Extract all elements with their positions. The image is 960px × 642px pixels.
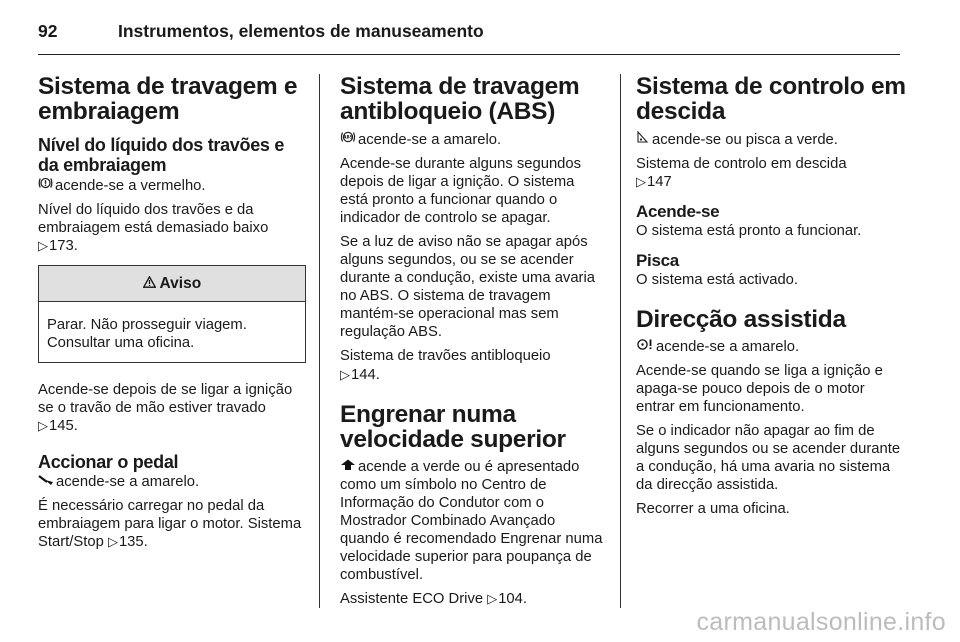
eco-drive-text: Assistente ECO Drive ▷104. [340,590,528,607]
fluid-level-text: Nível do líquido dos travões e da embraiagem está demasiado baixo ▷173. [38,201,269,254]
warning-triangle-icon [143,275,160,292]
column-3 [636,74,906,518]
column-1 [38,74,306,551]
page-number: 92 [38,21,58,41]
svg-text:ABS: ABS [343,134,353,140]
abs-icon [340,130,356,148]
hill-descent-text: Sistema de controlo em descida ▷147 [636,156,847,191]
reference-arrow-icon: ▷ [487,590,498,606]
power-steering-text-1: Acende-se quando se liga a ignição e apaga-se pouco depois de o motor entrar em funcionamento. [636,362,883,415]
power-steering-icon [636,338,654,355]
abs-text-3: Sistema de travões antibloqueio ▷144. [340,348,551,383]
ref-link[interactable]: 145. [49,417,78,434]
power-steering-text-3: Recorrer a uma oficina. [636,500,790,517]
page-title: Instrumentos, elementos de manuseamento [118,21,484,41]
upshift-icon [340,458,356,475]
abs-text-2: Se a luz de aviso não se apagar após alguns segundos, ou se se acender durante a condução, existe uma avaria no ABS. O sistema de travagem mantém-se operacional mas sem regulação ABS. [340,234,595,341]
lights-up-text: O sistema está pronto a funcionar. [636,222,862,239]
subsection-title-lights-up: Acende-se [636,202,720,222]
ref-link[interactable]: 173. [49,237,78,254]
subsection-title-flashes: Pisca [636,250,679,270]
warning-body: Parar. Não prosseguir viagem. Consultar uma oficina. [47,316,247,351]
section-title-hill-descent: Sistema de controlo em descida [636,73,906,125]
upshift-indicator-text: acende a verde ou é apresentado como um símbolo no Centro de Informação do Condutor com o Mostrador Combinado Avançado quando é recomendado Engrenar numa velocidade superior para poupança de combustível. [340,458,603,583]
subsection-title-fluid-level: Nível do líquido dos travões e da embraiagem [38,134,285,175]
reference-arrow-icon: ▷ [38,237,48,253]
page-header [38,16,900,55]
warning-box [38,265,306,363]
subsection-title-clutch-pedal: Accionar o pedal [38,451,179,472]
reference-arrow-icon: ▷ [340,366,350,382]
ref-link[interactable]: 144. [351,366,380,383]
reference-arrow-icon: ▷ [107,533,118,549]
section-title-upshift: Engrenar numa velocidade superior [340,400,566,453]
section-title-power-steering: Direcção assistida [636,305,846,333]
column-divider [319,74,320,608]
ref-link[interactable]: 147 [647,174,672,191]
hill-descent-icon [636,130,650,148]
abs-text-1: Acende-se durante alguns segundos depois de ligar a ignição. O sistema está pronto a funcionar quando o indicador de controlo se apagar. [340,156,582,227]
clutch-text: É necessário carregar no pedal da embraiagem para ligar o motor. Sistema Start/Stop ▷135. [38,497,302,550]
column-divider [620,74,621,608]
reference-arrow-icon: ▷ [38,417,48,433]
fluid-indicator-line: acende-se a vermelho. [38,176,306,195]
ref-link[interactable]: 104. [498,590,528,607]
handbrake-text: Acende-se depois de se ligar a ignição se o travão de mão estiver travado ▷145. [38,381,293,434]
clutch-indicator-line: acende-se a amarelo. [38,473,306,491]
reference-arrow-icon: ▷ [636,174,646,190]
section-title-abs: Sistema de travagem antibloqueio (ABS) [340,73,580,125]
section-title-brake-clutch: Sistema de travagem e embraiagem [38,73,298,125]
power-steering-indicator-line: acende-se a amarelo. [636,338,906,356]
brake-warning-icon [38,176,53,194]
column-2 [340,74,606,608]
power-steering-text-2: Se o indicador não apagar ao fim de alguns segundos ou se acender durante a condução, há uma avaria no sistema da direcção assistida. [636,422,901,493]
watermark: carmanualsonline.info [696,608,946,636]
warning-title: Aviso [159,274,202,292]
ref-link[interactable]: 135. [118,533,148,550]
abs-indicator-line: ABS acende-se a amarelo. [340,130,606,149]
clutch-pedal-icon [38,473,54,490]
warning-header [39,266,305,302]
hill-descent-indicator-line: acende-se ou pisca a verde. [636,130,906,149]
flashes-text: O sistema está activado. [636,271,799,288]
